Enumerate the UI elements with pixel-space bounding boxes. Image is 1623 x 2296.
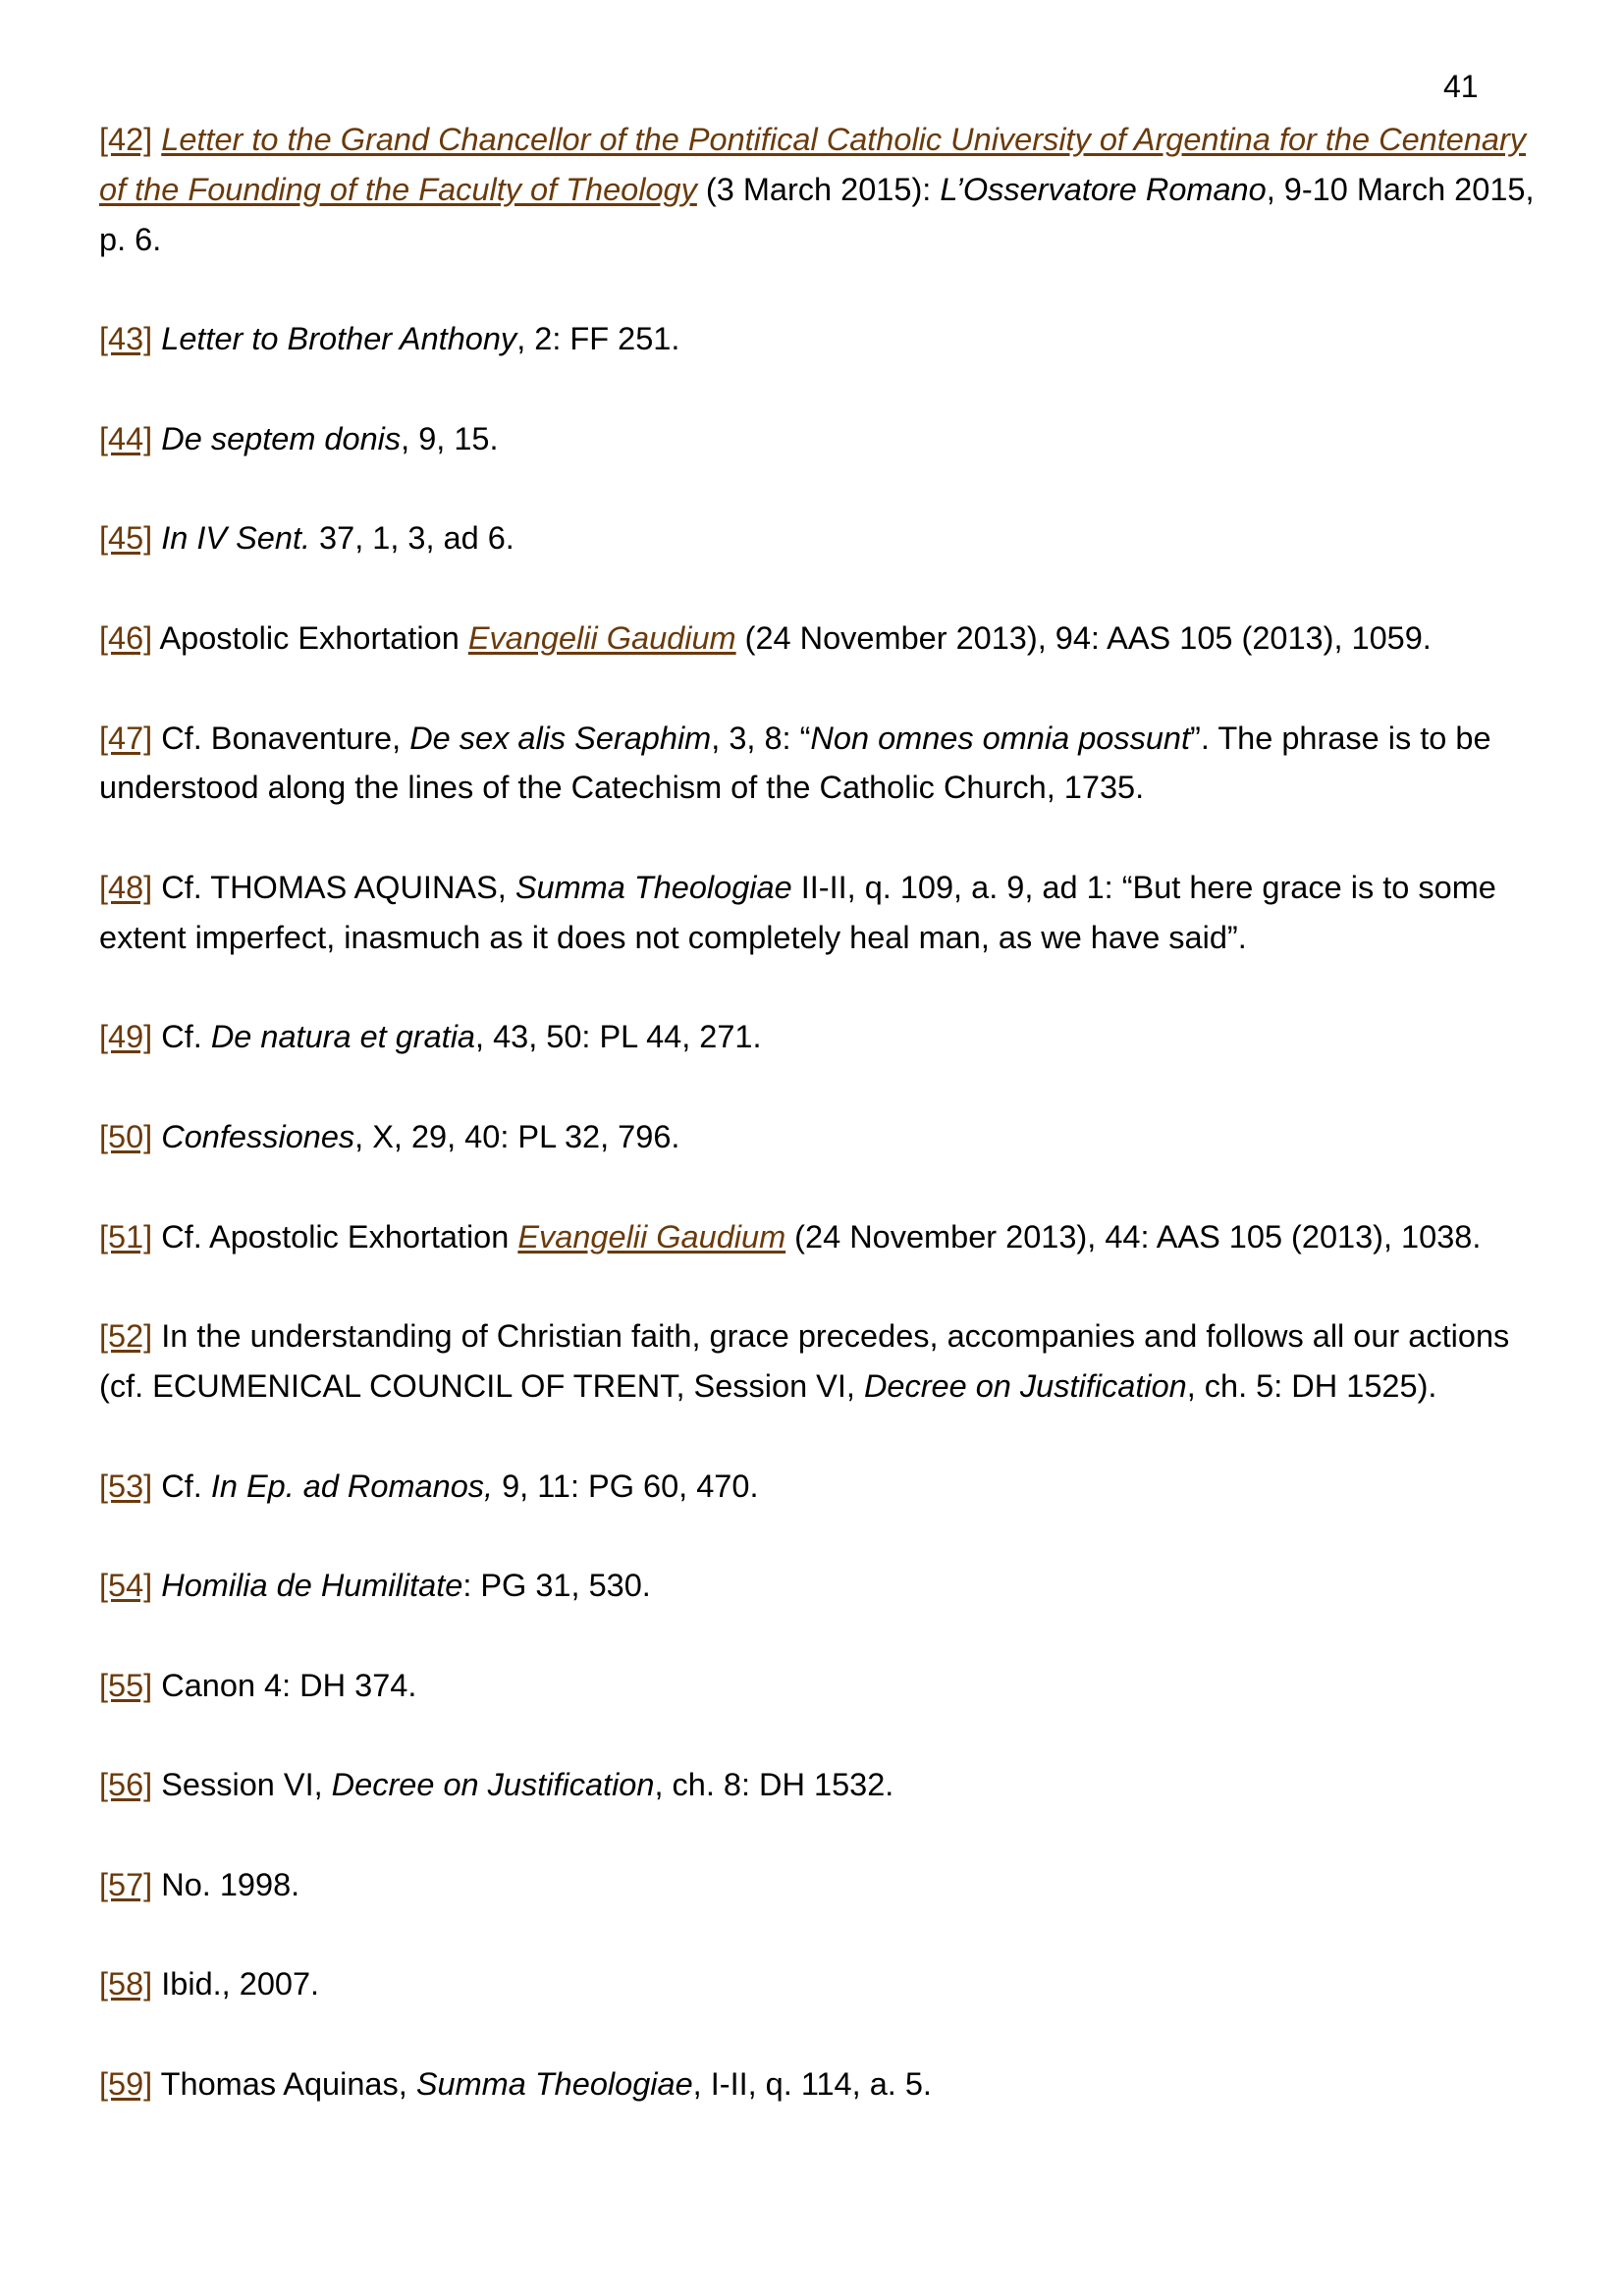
footnote-text: , 43, 50: PL 44, 271.: [475, 1019, 762, 1055]
footnote-ref-link[interactable]: [56]: [99, 1767, 153, 1803]
footnote-ref-link[interactable]: [45]: [99, 520, 153, 557]
footnotes-list: [99, 115, 1542, 2160]
footnote-text: Cf. THOMAS AQUINAS,: [161, 869, 515, 905]
footnote: [99, 1959, 1542, 2009]
italic-title: In IV Sent.: [161, 520, 311, 557]
footnote-ref-link[interactable]: [58]: [99, 1966, 153, 2002]
footnote: [99, 863, 1542, 963]
footnote-text: 9, 11: PG 60, 470.: [493, 1468, 759, 1504]
footnote-ref-link[interactable]: [48]: [99, 869, 153, 905]
footnote-ref-link[interactable]: [53]: [99, 1468, 153, 1504]
footnote: [99, 1311, 1542, 1412]
footnote: [99, 1561, 1542, 1611]
footnote-text: Thomas Aquinas,: [160, 2066, 416, 2103]
footnote: [99, 1112, 1542, 1162]
italic-title: Confessiones: [161, 1118, 355, 1154]
footnote-text: Cf.: [161, 1019, 211, 1055]
footnote: [99, 513, 1542, 563]
footnote-ref-link[interactable]: [51]: [99, 1218, 153, 1255]
italic-title: L’Osservatore Romano: [940, 171, 1267, 207]
footnote: [99, 314, 1542, 364]
footnote-ref-link[interactable]: [46]: [99, 619, 153, 656]
italic-title: Non omnes omnia possunt: [810, 720, 1191, 756]
footnote-text: No. 1998.: [161, 1866, 300, 1902]
footnote: [99, 1860, 1542, 1910]
italic-title: Homilia de Humilitate: [161, 1568, 463, 1604]
italic-title: Decree on Justification: [331, 1767, 655, 1803]
footnote-ref-link[interactable]: [49]: [99, 1019, 153, 1055]
footnote: [99, 414, 1542, 464]
footnote-text: Apostolic Exhortation: [159, 619, 468, 656]
italic-title: De septem donis: [161, 420, 402, 456]
footnote-text: In the understanding of Christian faith, grace precedes, accompanies and follows all our actions (cf. ECUMENICAL COUNCIL OF TRENT, Session VI,: [99, 1318, 1510, 1404]
footnote: [99, 1462, 1542, 1512]
footnote-ref-link[interactable]: [47]: [99, 720, 153, 756]
footnote-ref-link[interactable]: [55]: [99, 1667, 153, 1703]
footnote: [99, 1661, 1542, 1711]
footnote-text: (24 November 2013), 94: AAS 105 (2013), 1059.: [735, 619, 1432, 656]
footnote-text: (24 November 2013), 44: AAS 105 (2013), 1038.: [785, 1218, 1482, 1255]
citation-link[interactable]: Letter to the Grand Chancellor of the Pontifical Catholic University of Argentina for the Centenary of the Founding of the Faculty of Theology: [99, 122, 1527, 207]
footnote: [99, 614, 1542, 664]
italic-title: In Ep. ad Romanos,: [210, 1468, 494, 1504]
footnote-ref-link[interactable]: [52]: [99, 1318, 153, 1355]
footnote-text: (3 March 2015):: [696, 171, 941, 207]
italic-title: Summa Theologiae: [514, 869, 792, 905]
footnote-text: ”. The phrase is to be understood along the lines of the Catechism of the Catholic Church, 1735.: [99, 720, 1491, 806]
footnote-text: , 9-10 March 2015, p. 6.: [99, 171, 1535, 257]
footnote-text: 37, 1, 3, ad 6.: [310, 520, 514, 557]
italic-title: De natura et gratia: [210, 1019, 476, 1055]
footnote-text: Session VI,: [161, 1767, 332, 1803]
footnote-text: II-II, q. 109, a. 9, ad 1: “But here grace is to some extent imperfect, inasmuch as it does not completely heal man, as we have said”.: [99, 869, 1496, 955]
footnote-text: , I-II, q. 114, a. 5.: [692, 2066, 932, 2103]
footnote-text: , ch. 5: DH 1525).: [1186, 1367, 1437, 1404]
footnote-ref-link[interactable]: [43]: [99, 321, 153, 357]
footnote-text: , 9, 15.: [401, 420, 499, 456]
footnote-ref-link[interactable]: [57]: [99, 1866, 153, 1902]
footnote-text: , ch. 8: DH 1532.: [654, 1767, 894, 1803]
footnote: [99, 1012, 1542, 1062]
footnote-ref-link[interactable]: [42]: [99, 122, 153, 157]
footnote: [99, 2059, 1542, 2109]
citation-link[interactable]: Evangelii Gaudium: [467, 619, 736, 656]
footnote-ref-link[interactable]: [59]: [99, 2066, 153, 2103]
citation-link[interactable]: Evangelii Gaudium: [517, 1218, 786, 1255]
italic-title: Letter to Brother Anthony: [161, 321, 517, 357]
italic-title: Summa Theologiae: [415, 2066, 693, 2103]
footnote: [99, 1760, 1542, 1810]
footnote: [99, 714, 1542, 814]
footnote-text: Ibid., 2007.: [161, 1966, 320, 2002]
footnote-ref-link[interactable]: [50]: [99, 1118, 153, 1154]
footnote: [99, 115, 1542, 264]
footnote-text: Cf.: [161, 1468, 211, 1504]
italic-title: De sex alis Seraphim: [409, 720, 712, 756]
footnote-text: , 2: FF 251.: [516, 321, 680, 357]
footnote-ref-link[interactable]: [54]: [99, 1568, 153, 1604]
footnote-ref-link[interactable]: [44]: [99, 420, 153, 456]
italic-title: Decree on Justification: [863, 1367, 1187, 1404]
footnote-text: Cf. Apostolic Exhortation: [161, 1218, 518, 1255]
footnote-text: , X, 29, 40: PL 32, 796.: [354, 1118, 680, 1154]
footnote: [99, 1212, 1542, 1262]
footnote-text: , 3, 8: “: [711, 720, 811, 756]
page-number: 41: [1443, 69, 1479, 104]
footnote-text: Cf. Bonaventure,: [161, 720, 410, 756]
footnote-text: : PG 31, 530.: [462, 1568, 651, 1604]
footnote-text: Canon 4: DH 374.: [161, 1667, 417, 1703]
